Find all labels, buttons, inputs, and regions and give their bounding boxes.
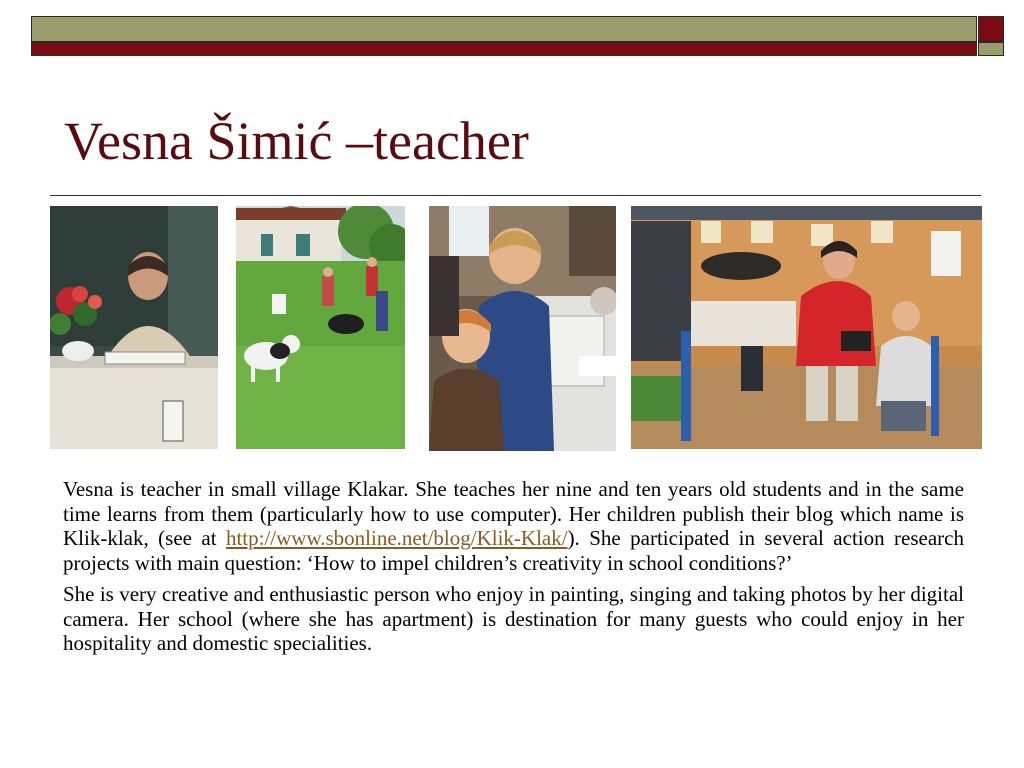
corner-square-maroon (978, 16, 1004, 42)
paragraph-1 (63, 477, 964, 575)
blog-link[interactable]: http://www.sbonline.net/blog/Klik-Klak/ (225, 526, 568, 550)
corner-square-olive (978, 42, 1004, 56)
header-decoration-bar (31, 16, 977, 56)
slide-title: Vesna Šimić –teacher (64, 111, 529, 171)
paragraph-2: She is very creative and enthusiastic person who enjoy in painting, singing and taking photos by her digital camera. Her school (where she has apartment) is destination for many guests who could enjoy in her hospitality and domestic specialities. (63, 582, 964, 655)
olive-stripe (31, 16, 977, 42)
paragraph-1-after-link: ). She participated in several action research projects with main question: ‘How to impel children’s creativity in school conditions?’ (63, 526, 964, 575)
title-divider (50, 195, 981, 196)
photo-children-with-dogs-on-lawn (236, 206, 405, 449)
photo-classroom-with-teacher (631, 206, 982, 449)
photo-boys-at-computer (429, 206, 616, 451)
maroon-stripe (31, 42, 977, 56)
photo-teacher-at-desk (50, 206, 218, 449)
body-text (63, 477, 964, 663)
paragraph-1-before-link: Vesna is teacher in small village Klakar. She teaches her nine and ten years old students and in the same time learns from them (particularly how to use computer). Her children publish their blog which name is Klik-klak, (see at (63, 477, 964, 550)
